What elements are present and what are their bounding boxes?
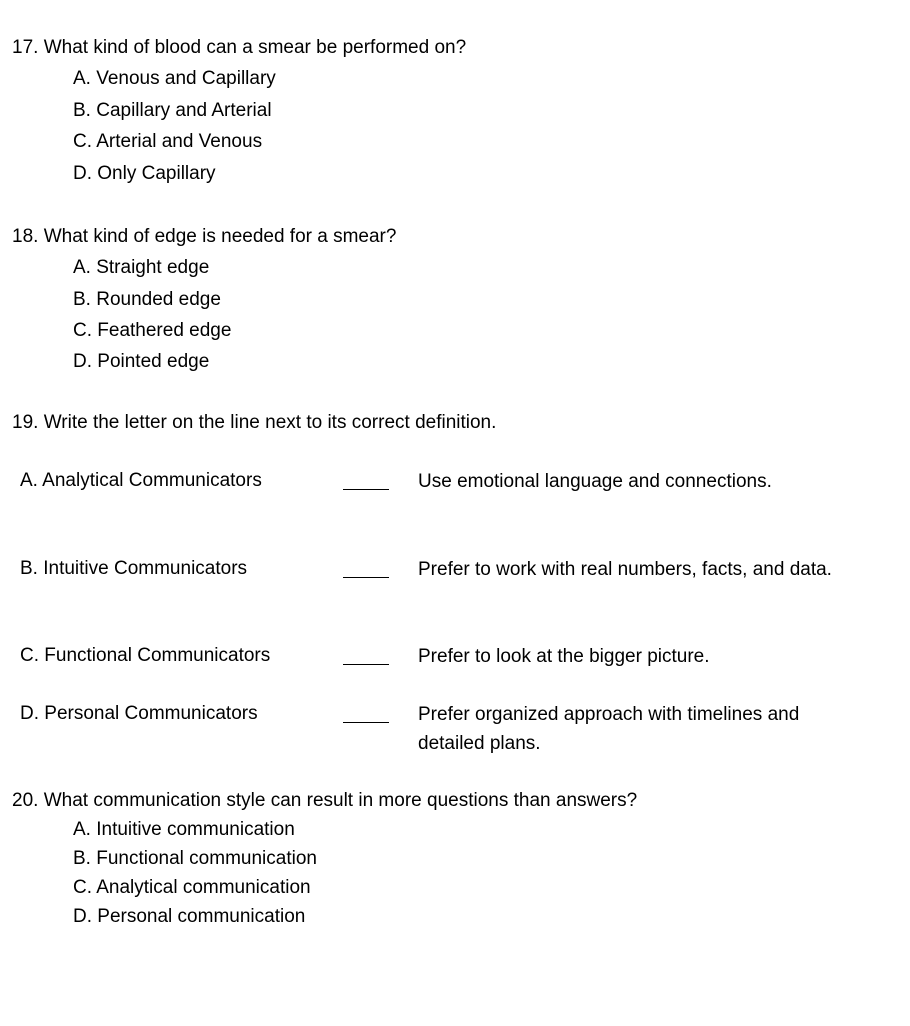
q17-option-b: B. Capillary and Arterial (73, 100, 272, 121)
q20-option-b: B. Functional communication (73, 848, 317, 869)
q18-option-a: A. Straight edge (73, 257, 210, 278)
match-definition-1: Use emotional language and connections. (418, 471, 772, 492)
q18-option-b: B. Rounded edge (73, 289, 221, 310)
q20-option-a: A. Intuitive communication (73, 819, 295, 840)
q18-option-d: D. Pointed edge (73, 351, 210, 372)
q17-option-d: D. Only Capillary (73, 163, 216, 184)
match-definition-2: Prefer to work with real numbers, facts, and data. (418, 559, 832, 580)
answer-blank-2[interactable] (343, 577, 389, 578)
q17-option-a: A. Venous and Capillary (73, 68, 276, 89)
match-term-b: B. Intuitive Communicators (20, 558, 248, 579)
answer-blank-3[interactable] (343, 664, 389, 665)
match-definition-3: Prefer to look at the bigger picture. (418, 646, 710, 667)
match-definition-4: Prefer organized approach with timelines and detailed plans. (418, 704, 800, 754)
question-17: 17. What kind of blood can a smear be performed on? (12, 37, 467, 58)
match-term-a: A. Analytical Communicators (20, 470, 262, 491)
q20-option-c: C. Analytical communication (73, 877, 311, 898)
match-term-d: D. Personal Communicators (20, 703, 258, 724)
q17-option-c: C. Arterial and Venous (73, 131, 263, 152)
question-19: 19. Write the letter on the line next to its correct definition. (12, 412, 497, 433)
q18-option-c: C. Feathered edge (73, 320, 232, 341)
match-term-c: C. Functional Communicators (20, 645, 271, 666)
question-18: 18. What kind of edge is needed for a smear? (12, 226, 397, 247)
answer-blank-1[interactable] (343, 489, 389, 490)
answer-blank-4[interactable] (343, 722, 389, 723)
question-20: 20. What communication style can result in more questions than answers? (12, 790, 638, 811)
q20-option-d: D. Personal communication (73, 906, 306, 927)
